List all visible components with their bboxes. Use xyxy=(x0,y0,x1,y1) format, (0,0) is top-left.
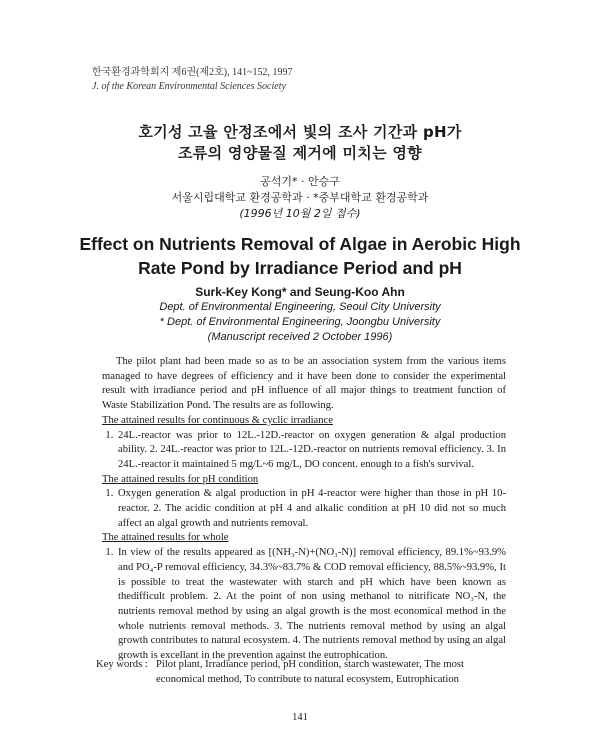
section-item-whole: 1. In view of the results appeared as [(NH₃-N)+(NO₃-N)] removal efficiency, 89.1%~93.9% and PO₄-P removal efficiency, 34.3%~83.7% & COD removal efficiency, 88.5%~93.9%, It is possible to treat the wastewater with starch and pH which have been known as thedifficult problem. 2. At the point of non using methanol to nitrificate NO₃-N, the nutrients removal method by using an algal growth is the most economical method in the whole nutrients removal methods. 3. The nutrients removal method by using an algal growth contributes to natural ecosystem. 4. The nutrients removal method by using an algal growth is excellant in the prevention against the eutrophication. xyxy=(116,546,506,664)
korean-author-names: 공석기* · 안승구 xyxy=(260,175,340,188)
english-title-line-2: Rate Pond by Irradiance Period and pH xyxy=(138,258,462,278)
section-heading-irradiance: The attained results for continuous & cyclic irradiance xyxy=(102,414,333,426)
abstract-intro: The pilot plant had been made so as to be an association system from the various items managed to have degrees of efficiency and it have been done to consider the experimental result with irradiance period and pH influence of all major things to treatment function of Waste Stabilization Pond. The results are as following. xyxy=(102,356,506,412)
korean-affiliation: 서울시립대학교 환경공학과 · *중부대학교 환경공학과 xyxy=(171,191,429,204)
keywords-line-2: economical method, To contribute to natural ecosystem, Eutrophication xyxy=(156,674,459,685)
section-list-ph xyxy=(102,487,506,531)
journal-citation-ko: 한국환경과학회지 제6권(제2호), 141~152, 1997 xyxy=(92,67,293,78)
korean-title-line-2: 조류의 영양물질 제거에 미치는 영향 xyxy=(178,144,422,162)
english-authors-block xyxy=(0,284,600,345)
english-affiliation-2: * Dept. of Environmental Engineering, Joongbu University xyxy=(159,316,441,328)
page-number: 141 xyxy=(292,712,308,723)
section-list-irradiance xyxy=(102,429,506,473)
section-heading-whole: The attained results for whole xyxy=(102,532,229,544)
section-item-ph: 1. Oxygen generation & algal production in pH 4-reactor were higher than those in pH 10-reactor. 2. The acidic condition at pH 4 and alkalic condition at pH 10 did not so much affect an algal growth and nutrients removal. xyxy=(116,487,506,531)
journal-header xyxy=(92,66,293,94)
keywords-label: Key words : xyxy=(96,659,148,670)
korean-authors-block xyxy=(0,174,600,222)
korean-title xyxy=(0,122,600,164)
section-heading-ph: The attained results for pH condition xyxy=(102,473,259,485)
english-affiliation-1: Dept. of Environmental Engineering, Seoul City University xyxy=(159,301,441,313)
section-list-whole xyxy=(102,546,506,664)
korean-received-date: (1996년 10월 2일 접수) xyxy=(239,207,361,220)
journal-citation-en: J. of the Korean Environmental Sciences Society xyxy=(92,81,286,92)
abstract xyxy=(102,355,506,664)
english-received-date: (Manuscript received 2 October 1996) xyxy=(207,331,393,343)
english-title-line-1: Effect on Nutrients Removal of Algae in Aerobic High xyxy=(79,234,521,254)
english-author-names: Surk-Key Kong* and Seung-Koo Ahn xyxy=(195,285,405,299)
english-title xyxy=(0,232,600,280)
keywords-line-1: Pilot plant, Irradiance period, pH condition, starch wastewater, The most xyxy=(156,659,464,670)
korean-title-line-1: 호기성 고율 안정조에서 빛의 조사 기간과 pH가 xyxy=(138,123,462,141)
section-item-irradiance: 1. 24L.-reactor was prior to 12L.-12D.-reactor on oxygen generation & algal production ability. 2. 24L.-reactor was prior to 12L.-12D.-reactor on nutrients removal efficiency. 3. In 24L.-reactor it maintained 5 mg/L~6 mg/L, DO concent. enough to a fish's survival. xyxy=(116,429,506,473)
keywords xyxy=(96,657,508,687)
